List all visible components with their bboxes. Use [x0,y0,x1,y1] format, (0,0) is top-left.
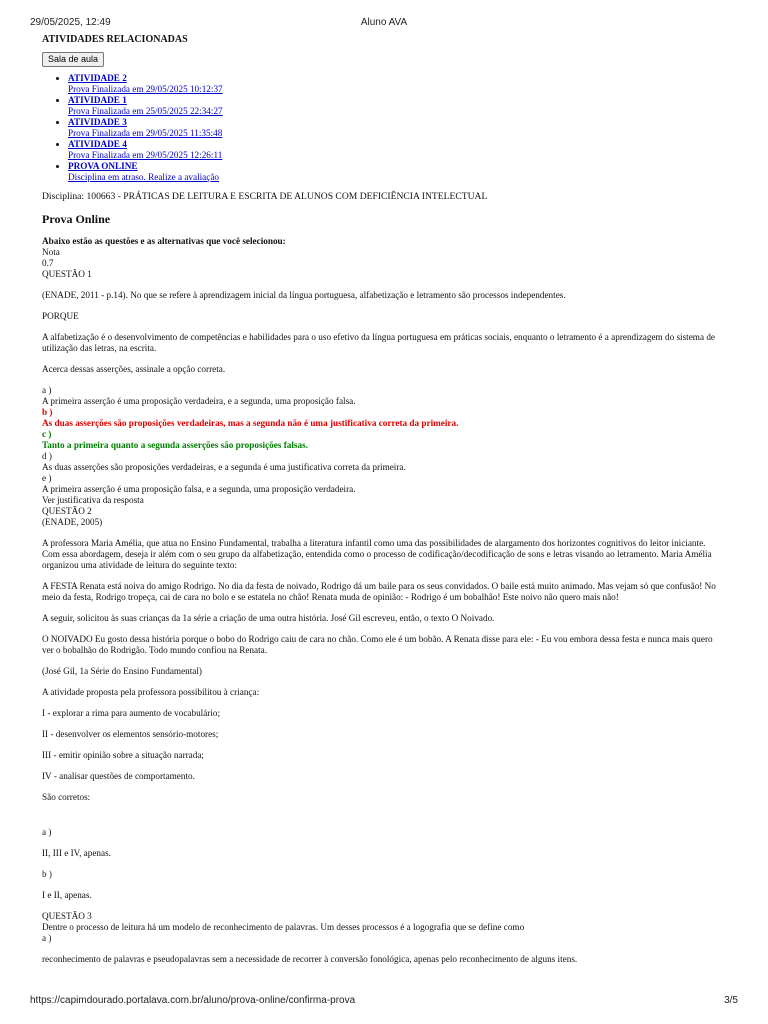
list-item [68,161,722,183]
question-2-correct-prompt: São corretos: [42,792,91,802]
question-1-statement: (ENADE, 2011 - p.14). No que se refere à aprendizagem inicial da língua portuguesa, alfabetização e letramento são processos independentes. [42,290,566,300]
page-content [42,34,722,975]
print-datetime: 29/05/2025, 12:49 [30,17,111,28]
option-text-correct: Tanto a primeira quanto a segunda asserções são proposições falsas. [42,440,308,450]
option-letter: a ) [42,385,52,395]
question-1-label: QUESTÃO 1 [42,269,92,279]
activity-4-link[interactable]: • ATIVIDADE 4 [68,139,127,149]
option-text: As duas asserções são proposições verdadeiras, e a segunda é uma justificativa correta da primeira. [42,462,406,472]
grade-value: 0.7 [42,258,54,268]
question-2-item-iv: IV - analisar questões de comportamento. [42,771,195,781]
activity-4-status-link[interactable]: Prova Finalizada em 29/05/2025 12:26:11 [68,150,223,160]
option-letter-correct: c ) [42,429,52,439]
exam-title: Prova Online [42,212,111,226]
activity-2-link[interactable]: • ATIVIDADE 2 [68,73,127,83]
classroom-button[interactable]: Sala de aula [42,52,104,67]
option-text: A primeira asserção é uma proposição falsa, e a segunda, uma proposição verdadeira. [42,484,356,494]
option-letter: b ) [42,869,52,879]
question-2-story-festa: A FESTA Renata está noiva do amigo Rodrigo. No dia da festa de noivado, Rodrigo dá um baile para os seus convidados. O baile está muito animado. Mas vejam só que confusão! No meio da festa, Rodrigo tropeça, cai de cara no bolo e se estatela no chão! Renata muda de opinião: - Rodrigo é um bobalhão! Este noivo não quero mais não! [42,581,716,602]
activity-1-status-link[interactable]: Prova Finalizada em 25/05/2025 22:34:27 [68,106,223,116]
option-text-selected-wrong: As duas asserções são proposições verdadeiras, mas a segunda não é uma justificativa correta da primeira. [42,418,459,428]
print-header [30,17,738,31]
option-letter: d ) [42,451,52,461]
option-letter: a ) [42,827,52,837]
option-text: reconhecimento de palavras e pseudopalavras sem a necessidade de recorrer à conversão fonológica, apenas pelo reconhecimento de alguns itens. [42,954,578,964]
question-2-prompt: A atividade proposta pela professora possibilitou à criança: [42,687,260,697]
question-2-author: (José Gil, 1a Série do Ensino Fundamental) [42,666,202,676]
question-1-connector: PORQUE [42,311,79,321]
print-url: https://capimdourado.portalava.com.br/aluno/prova-online/confirma-prova [30,995,356,1006]
option-text: II, III e IV, apenas. [42,848,111,858]
online-exam-link[interactable]: • PROVA ONLINE [68,161,138,171]
question-2-story-noivado: O NOIVADO Eu gosto dessa história porque o bobo do Rodrigo caiu de cara no chão. Como ele é um bobão. A Renata disse para ele: - Eu vou embora dessa festa e nunca mais quero ver o bobalhão do Rodrigão. Todo mundo confiou na Renata. [42,634,713,655]
related-activities-title: ATIVIDADES RELACIONADAS [42,34,188,45]
question-1-options [42,385,722,528]
question-2-source: (ENADE, 2005) [42,517,103,527]
question-2-paragraph: A professora Maria Amélia, que atua no Ensino Fundamental, trabalha a literatura infantil como uma das possibilidades de alargamento dos horizontes cognitivos do leitor iniciante. Com essa abordagem, deseja ir além com o seu grupo da alfabetização, entendida como o processo de codificação/decodificação de sons e letras visando ao letramento. Maria Amélia organizou uma atividade de leitura do seguinte texto: [42,538,712,570]
option-letter: e ) [42,473,52,483]
question-1-assertion-2: A alfabetização é o desenvolvimento de competências e habilidades para o uso efetivo da língua portuguesa em práticas sociais, enquanto o letramento é a aprendizagem do sistema de utilização das letras, na escrita. [42,332,715,353]
related-activities-list [42,73,722,183]
option-letter: a ) [42,933,52,943]
list-item [68,139,722,161]
list-item [68,117,722,139]
print-footer [30,995,738,1009]
online-exam-status-link[interactable]: Disciplina em atraso. Realize a avaliação [68,172,220,182]
question-2-label: QUESTÃO 2 [42,506,92,516]
list-item [68,95,722,117]
question-1-prompt: Acerca dessas asserções, assinale a opção correta. [42,364,226,374]
option-letter-selected-wrong: b ) [42,407,53,417]
option-text: A primeira asserção é uma proposição verdadeira, e a segunda, uma proposição falsa. [42,396,356,406]
question-2-item-i: I - explorar a rima para aumento de vocabulário; [42,708,221,718]
question-3-label: QUESTÃO 3 [42,911,92,921]
question-2-paragraph: A seguir, solicitou às suas crianças da 1a série a criação de uma outra história. José Gil escreveu, então, o texto O Noivado. [42,613,495,623]
view-justification-link[interactable]: Ver justificativa da resposta [42,495,144,505]
activity-3-status-link[interactable]: Prova Finalizada em 29/05/2025 11:35:48 [68,128,223,138]
activity-1-link[interactable]: • ATIVIDADE 1 [68,95,127,105]
list-item [68,73,722,95]
question-3-statement: Dentre o processo de leitura há um modelo de reconhecimento de palavras. Um desses processos é a logografia que se define como [42,922,525,932]
activity-2-status-link[interactable]: Prova Finalizada em 29/05/2025 10:12:37 [68,84,223,94]
print-page-number: 3/5 [724,995,738,1006]
option-text: I e II, apenas. [42,890,92,900]
discipline-line: Disciplina: 100663 - PRÁTICAS DE LEITURA E ESCRITA DE ALUNOS COM DEFICIÊNCIA INTELECTUAL [42,191,488,202]
exam-intro: Abaixo estão as questões e as alternativas que você selecionou: [42,236,286,246]
activity-3-link[interactable]: • ATIVIDADE 3 [68,117,127,127]
question-2-item-iii: III - emitir opinião sobre a situação narrada; [42,750,204,760]
question-2-item-ii: II - desenvolver os elementos sensório-motores; [42,729,219,739]
grade-label: Nota [42,247,60,257]
print-page-title: Aluno AVA [360,17,408,28]
